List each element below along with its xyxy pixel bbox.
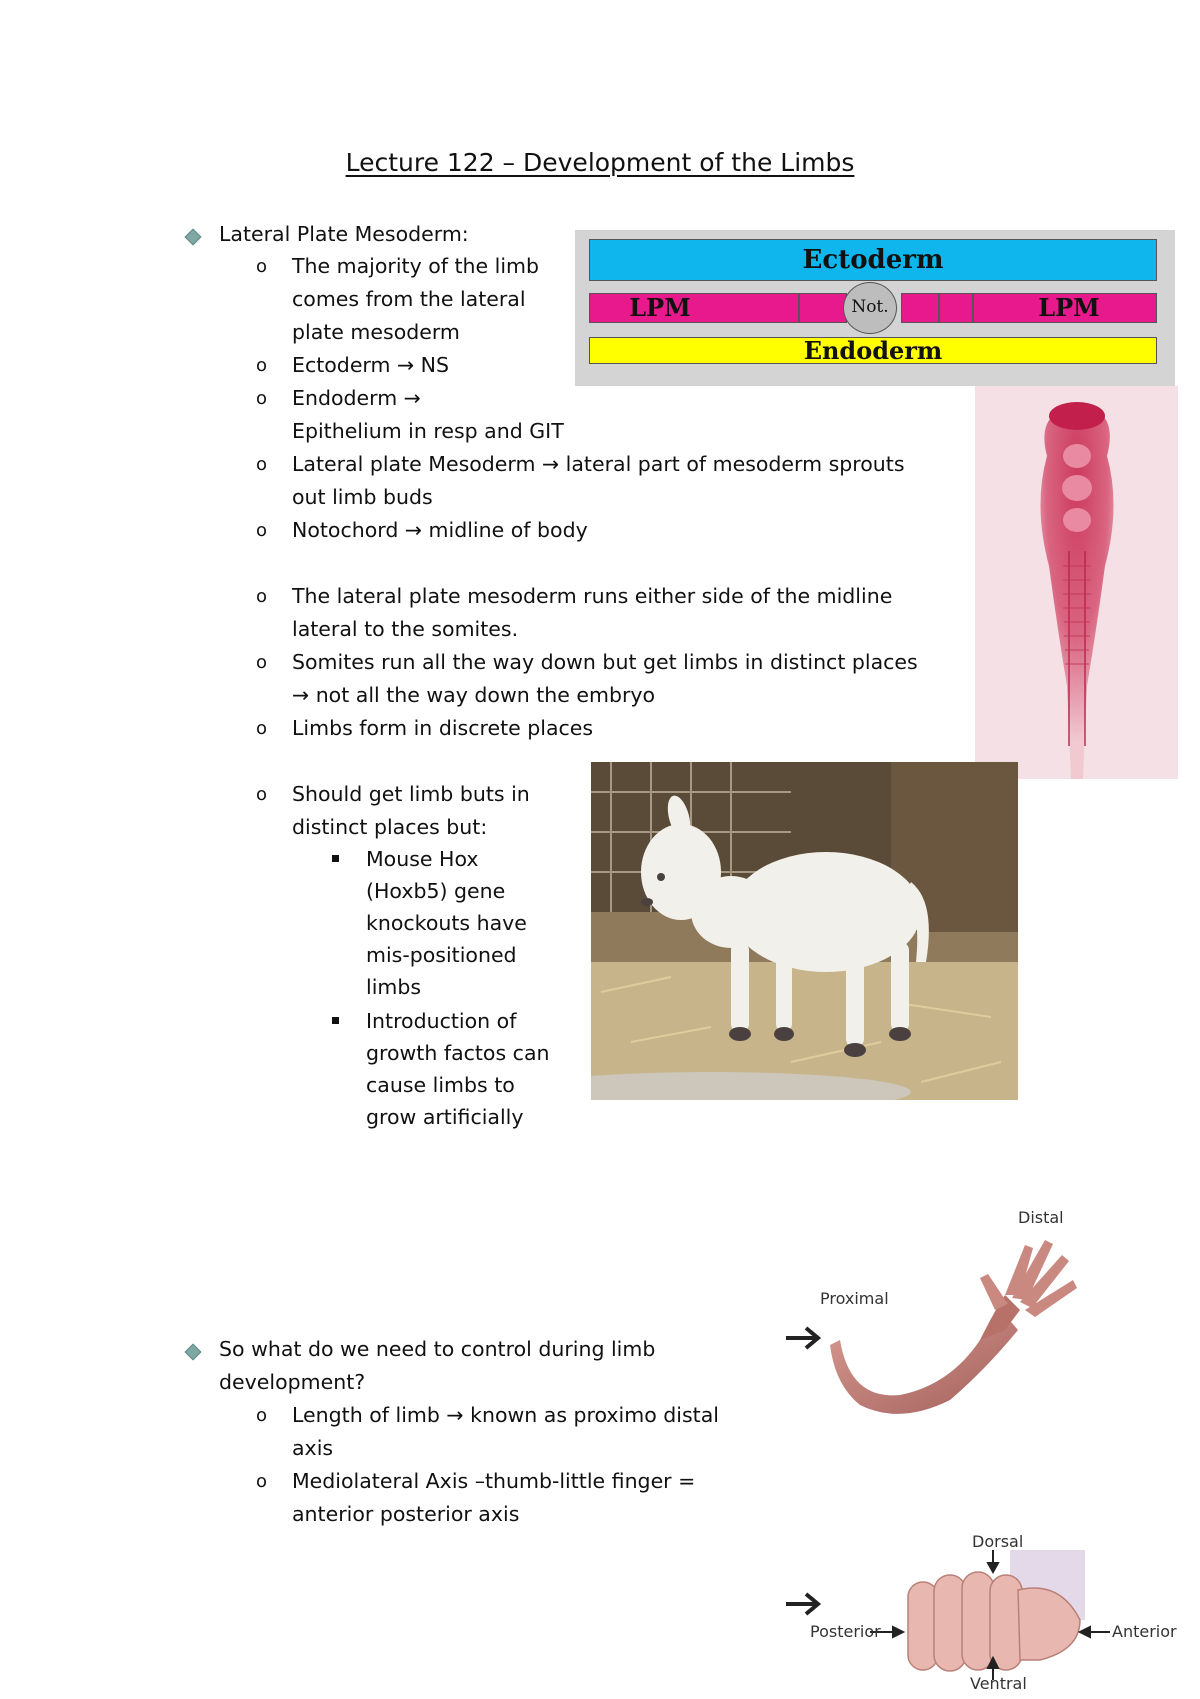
section-heading: So what do we need to control during limb xyxy=(219,1337,656,1361)
list-item: Limbs form in discrete places xyxy=(292,716,594,740)
arm-axis-figure xyxy=(780,1200,1090,1420)
diamond-bullet-icon xyxy=(185,1344,202,1361)
square-bullet-icon xyxy=(332,1017,339,1024)
sub-list-item: grow artificially xyxy=(366,1105,524,1129)
diamond-bullet-icon xyxy=(185,229,202,246)
sub-bullet-icon: o xyxy=(256,784,268,805)
list-item: distinct places but: xyxy=(292,815,488,839)
arm-label-proximal: Proximal xyxy=(820,1289,889,1308)
arm-label-distal: Distal xyxy=(1018,1208,1064,1227)
hand-label-ventral: Ventral xyxy=(970,1674,1027,1693)
sub-list-item: cause limbs to xyxy=(366,1073,515,1097)
endoderm-layer: Endoderm xyxy=(589,337,1157,364)
segment-divider xyxy=(798,294,800,322)
section-heading: Lateral Plate Mesoderm: xyxy=(219,222,469,246)
list-item: plate mesoderm xyxy=(292,320,460,344)
sub-bullet-icon: o xyxy=(256,388,268,409)
sub-list-item: limbs xyxy=(366,975,422,999)
sub-bullet-icon: o xyxy=(256,454,268,475)
hand-label-anterior: Anterior xyxy=(1112,1622,1177,1641)
sub-bullet-icon: o xyxy=(256,718,268,739)
ectoderm-layer: Ectoderm xyxy=(589,239,1157,281)
list-item: Somites run all the way down but get limbs in distinct places xyxy=(292,650,918,674)
list-item: anterior posterior axis xyxy=(292,1502,520,1526)
hand-axis-figure xyxy=(780,1530,1180,1695)
list-item: Epithelium in resp and GIT xyxy=(292,419,564,443)
lpm-right-label: LPM xyxy=(1038,293,1100,322)
notochord-circle: Not. xyxy=(843,282,897,334)
sub-list-item: knockouts have xyxy=(366,911,527,935)
sub-bullet-icon: o xyxy=(256,355,268,376)
square-bullet-icon xyxy=(332,855,339,862)
germ-layer-diagram xyxy=(575,230,1175,386)
list-item: → not all the way down the embryo xyxy=(292,683,656,707)
section-heading-cont: development? xyxy=(219,1370,366,1394)
lpm-right-layer xyxy=(901,293,1157,323)
sub-bullet-icon: o xyxy=(256,1471,268,1492)
sub-list-item: mis-positioned xyxy=(366,943,517,967)
list-item: Notochord → midline of body xyxy=(292,518,588,542)
list-item: axis xyxy=(292,1436,334,1460)
sub-list-item: (Hoxb5) gene xyxy=(366,879,506,903)
list-item: Length of limb → known as proximo distal xyxy=(292,1403,719,1427)
sub-bullet-icon: o xyxy=(256,1405,268,1426)
sub-list-item: Mouse Hox xyxy=(366,847,479,871)
sub-bullet-icon: o xyxy=(256,520,268,541)
sub-list-item: Introduction of xyxy=(366,1009,517,1033)
lamb-photo xyxy=(591,762,1018,1100)
list-item: out limb buds xyxy=(292,485,433,509)
sub-list-item: growth factos can xyxy=(366,1041,550,1065)
hand-label-posterior: Posterior xyxy=(810,1622,881,1641)
lpm-left-layer xyxy=(589,293,847,323)
list-item: Mediolateral Axis –thumb-little finger = xyxy=(292,1469,696,1493)
hand-label-dorsal: Dorsal xyxy=(972,1532,1024,1551)
embryo-image xyxy=(975,386,1178,779)
sub-bullet-icon: o xyxy=(256,652,268,673)
list-item: Ectoderm → NS xyxy=(292,353,450,377)
list-item: The lateral plate mesoderm runs either side of the midline xyxy=(292,584,893,608)
lpm-left-label: LPM xyxy=(629,293,691,322)
sub-bullet-icon: o xyxy=(256,256,268,277)
sub-bullet-icon: o xyxy=(256,586,268,607)
list-item: Should get limb buts in xyxy=(292,782,530,806)
list-item: comes from the lateral xyxy=(292,287,526,311)
list-item: lateral to the somites. xyxy=(292,617,519,641)
list-item: Lateral plate Mesoderm → lateral part of mesoderm sprouts xyxy=(292,452,905,476)
segment-divider xyxy=(938,294,940,322)
page-title: Lecture 122 – Development of the Limbs xyxy=(345,148,855,177)
list-item: Endoderm → xyxy=(292,386,421,410)
list-item: The majority of the limb xyxy=(292,254,540,278)
segment-divider xyxy=(972,294,974,322)
